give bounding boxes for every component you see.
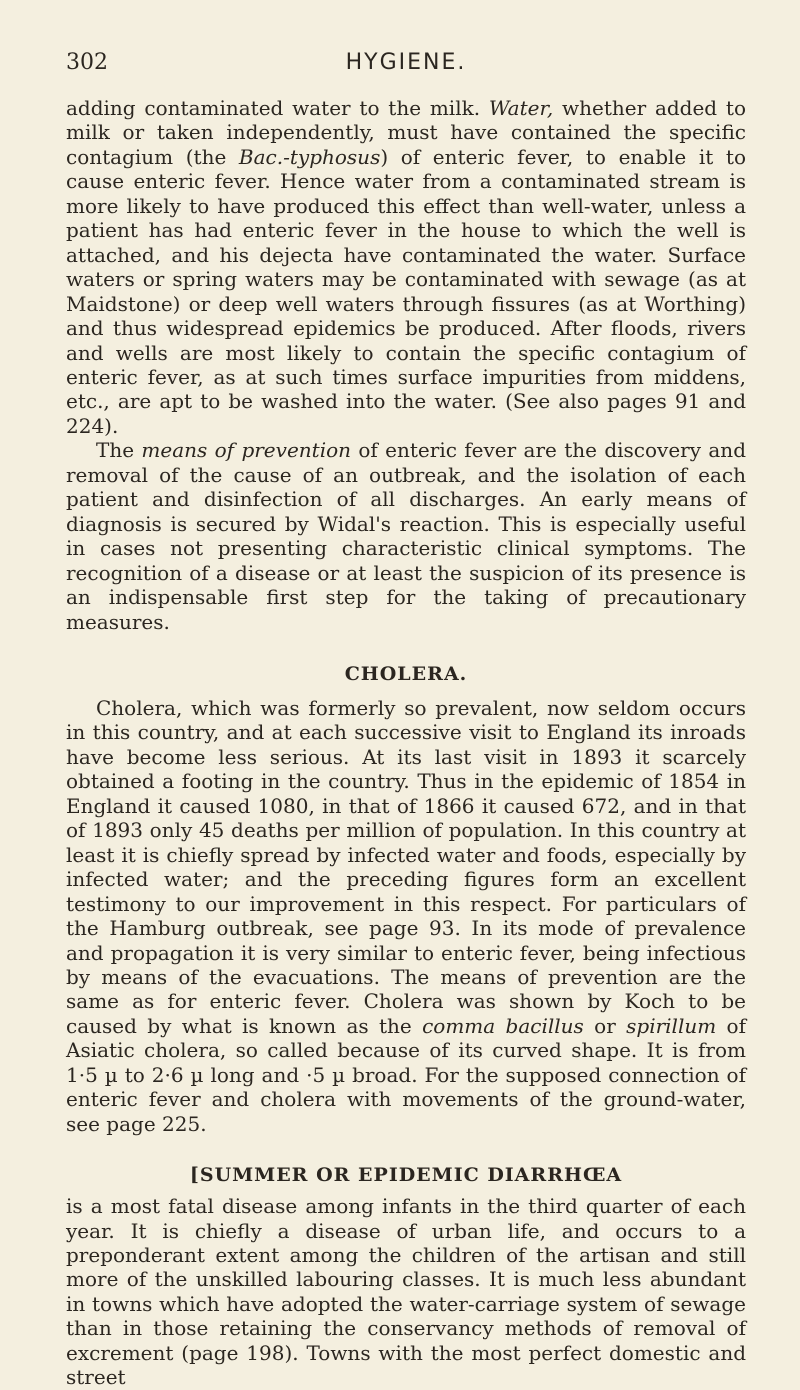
heading-cholera: CHOLERA. xyxy=(344,662,468,685)
heading-summer-diarrhoea: [SUMMER OR EPIDEMIC DIARRHŒA xyxy=(189,1164,623,1187)
paragraph-cholera: Cholera, which was formerly so prevalent, now seldom occurs in this country, and at each successive visit to England its inroads have become less serious. At its last visit in 1893 it scarcely obtained a footing in the country. Thus in the epidemic of 1854 in England it caused 1080, in that of 1866 it caused 672, and in that of 1893 only 45 deaths per million of population. In this country at least it is chiefly spread by infected water and foods, especially by infected water; and the preceding figures form an excellent testimony to our improvement in this respect. For particulars of the Hamburg outbreak, see page 93. In its mode of prevalence and propagation it is very similar to enteric fever, being infectious by means of the evacuations. The means of prevention are the same as for enteric fever. Cholera was shown by Koch to be caused by what is known as the comma bacillus or spirillum of Asiatic cholera, so called because of its curved shape. It is from 1·5 µ to 2·6 µ long and ·5 µ broad. For the supposed connection of enteric fever and cholera with movements of the ground-water, see page 225. xyxy=(66,695,746,1136)
page-number: 302 xyxy=(66,50,108,75)
paragraph-summer-diarrhoea: is a most fatal disease among infants in the third quarter of each year. It is chiefly a disease of urban life, and occurs to a preponderant extent among the children of the artisan and still more of the unskilled labouring classes. It is much less abundant in towns which have adopted the water-carriage system of sewage than in those retaining the conservancy methods of removal of excrement (page 198). Towns with the most perfect domestic and street xyxy=(66,1194,746,1390)
page-header xyxy=(66,50,746,82)
paragraph-milk-water: adding contaminated water to the milk. Water, whether added to milk or taken independently, must have contained the specific contagium (the Bac.-typhosus) of enteric fever, to enable it to cause enteric fever. Hence water from a contaminated stream is more likely to have produced this effect than well-water, unless a patient has had enteric fever in the house to which the well is attached, and his dejecta have contaminated the water. Surface waters or spring waters may be contaminated with sewage (as at Maidstone) or deep well waters through fissures (as at Worthing) and thus widespread epidemics be produced. After floods, rivers and wells are most likely to contain the specific contagium of enteric fever, as at such times surface impurities from middens, etc., are apt to be washed into the water. (See also pages 91 and 224). xyxy=(66,96,746,438)
paragraph-means-of-prevention: The means of prevention of enteric fever are the discovery and removal of the cause of an outbreak, and the isolation of each patient and disinfection of all discharges. An early means of diagnosis is secured by Widal's reaction. This is especially useful in cases not presenting characteristic clinical symptoms. The recognition of a disease or at least the suspicion of its presence is an indispensable first step for the taking of precautionary measures. xyxy=(66,438,746,634)
running-title: HYGIENE. xyxy=(345,50,467,75)
page-body xyxy=(66,96,746,1390)
